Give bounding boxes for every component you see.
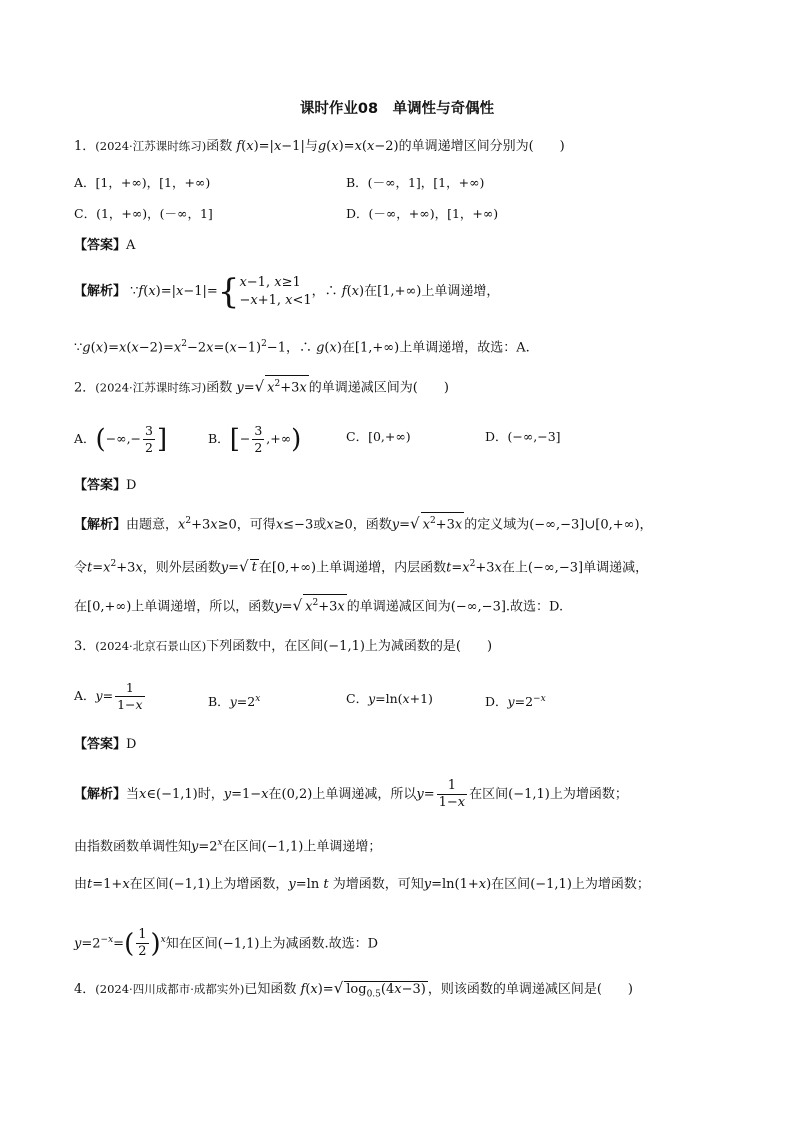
q3-option-b: B．$y=2^x$ xyxy=(208,694,261,710)
q1-answer: 【答案】A xyxy=(74,238,136,253)
q3-option-d: D．$y=2^{-x}$ xyxy=(485,694,546,710)
q2-solution-line-2: 令$t=x^2+3x$，则外层函数y=√ t 在[0,+∞)上单调递增，内层函数$t=x^2+3x$在上(−∞,−3]单调递减， xyxy=(74,557,649,576)
question-4: 4．(2024·四川成都市·成都实外)已知函数 f(x)=√ $\log_{0.5}(4x-3)$ ，则该函数的单调递减区间是( ) xyxy=(74,977,633,1003)
q1-solution-line-2: $\because g(x)=x(x-2)=x^2-2x=(x-1)^2-1$，∴ g(x)在[1,+∞)上单调递增，故选：A. xyxy=(74,339,530,356)
question-2: 2．(2024·江苏课时练习)函数 y=√ $x^2+3x$ 的单调递减区间为( ) xyxy=(74,375,449,399)
q1-source: (2024·江苏课时练习) xyxy=(95,139,207,153)
q3-solution-line-4: $y=2^{-x}=$( $\frac{1}{2}$ )$^x$知在区间(−1,1)上为减函数.故选：D xyxy=(74,927,379,960)
q2-solution-line-3: 在[0,+∞)上单调递增，所以，函数y=√ $x^2+3x$ 的单调递减区间为(−∞,−3].故选：D. xyxy=(74,594,563,618)
q1-option-a: A．[1，+∞)，[1，+∞) xyxy=(74,175,211,190)
q3-answer: 【答案】D xyxy=(74,737,137,752)
q2-option-c: C．[0,+∞) xyxy=(346,429,411,444)
question-3: 3．(2024·北京石景山区)下列函数中，在区间(−1,1)上为减函数的是( ) xyxy=(74,639,493,654)
question-1: 1．(2024·江苏课时练习)函数 f(x)=|x−1|与g(x)=x(x−2)的单调递增区间分别为( ) xyxy=(74,139,565,154)
q1-formula-f: f xyxy=(236,139,242,154)
q1-formula-g: g xyxy=(317,139,327,154)
q2-option-b: B．[− $\frac{3}{2}$ ,+∞) xyxy=(208,423,302,455)
q2-option-a: A．(−∞,− $\frac{3}{2}$ ] xyxy=(74,423,168,455)
q3-solution-line-2: 由指数函数单调性知$y=2^x$在区间(−1,1)上单调递增； xyxy=(74,838,382,855)
q1-option-c: C．(1，+∞)，(－∞，1] xyxy=(74,206,213,221)
q1-option-b: B．(－∞，1]，[1，+∞) xyxy=(346,175,485,190)
page-title: 课时作业08 单调性与奇偶性 xyxy=(299,101,495,117)
q3-solution-line-3: 由t=1+x在区间(−1,1)上为增函数，y=ln t 为增函数，可知y=ln(1+x)在区间(−1,1)上为增函数； xyxy=(74,877,650,892)
q2-answer: 【答案】D xyxy=(74,478,137,493)
q3-option-c: C．y=ln(x+1) xyxy=(346,691,433,706)
q1-option-d: D．(－∞，+∞)，[1，+∞) xyxy=(346,206,499,221)
q1-solution-line-1: 【解析】 ∵f(x)=|x−1|={x−1, x≥1 −x+1, x<1，∴ f(x)在[1,+∞)上单调递增， xyxy=(74,271,500,312)
q3-option-a: A．y= $\frac{1}{1-x}$ xyxy=(74,680,143,712)
q2-option-d: D．(−∞,−3] xyxy=(485,429,561,444)
q3-solution-line-1: 【解析】当x∈(−1,1)时，y=1−x在(0,2)上单调递减，所以y= $\frac{1}{1-x}$ 在区间(−1,1)上为增函数； xyxy=(74,778,628,810)
q2-solution-line-1: 【解析】由题意，$x^2+3x\ge 0$，可得x≤−3或x≥0，函数y=√ $x^2+3x$ 的定义域为(−∞,−3]∪[0,+∞)， xyxy=(74,510,653,536)
q1-number: 1． xyxy=(74,139,96,154)
